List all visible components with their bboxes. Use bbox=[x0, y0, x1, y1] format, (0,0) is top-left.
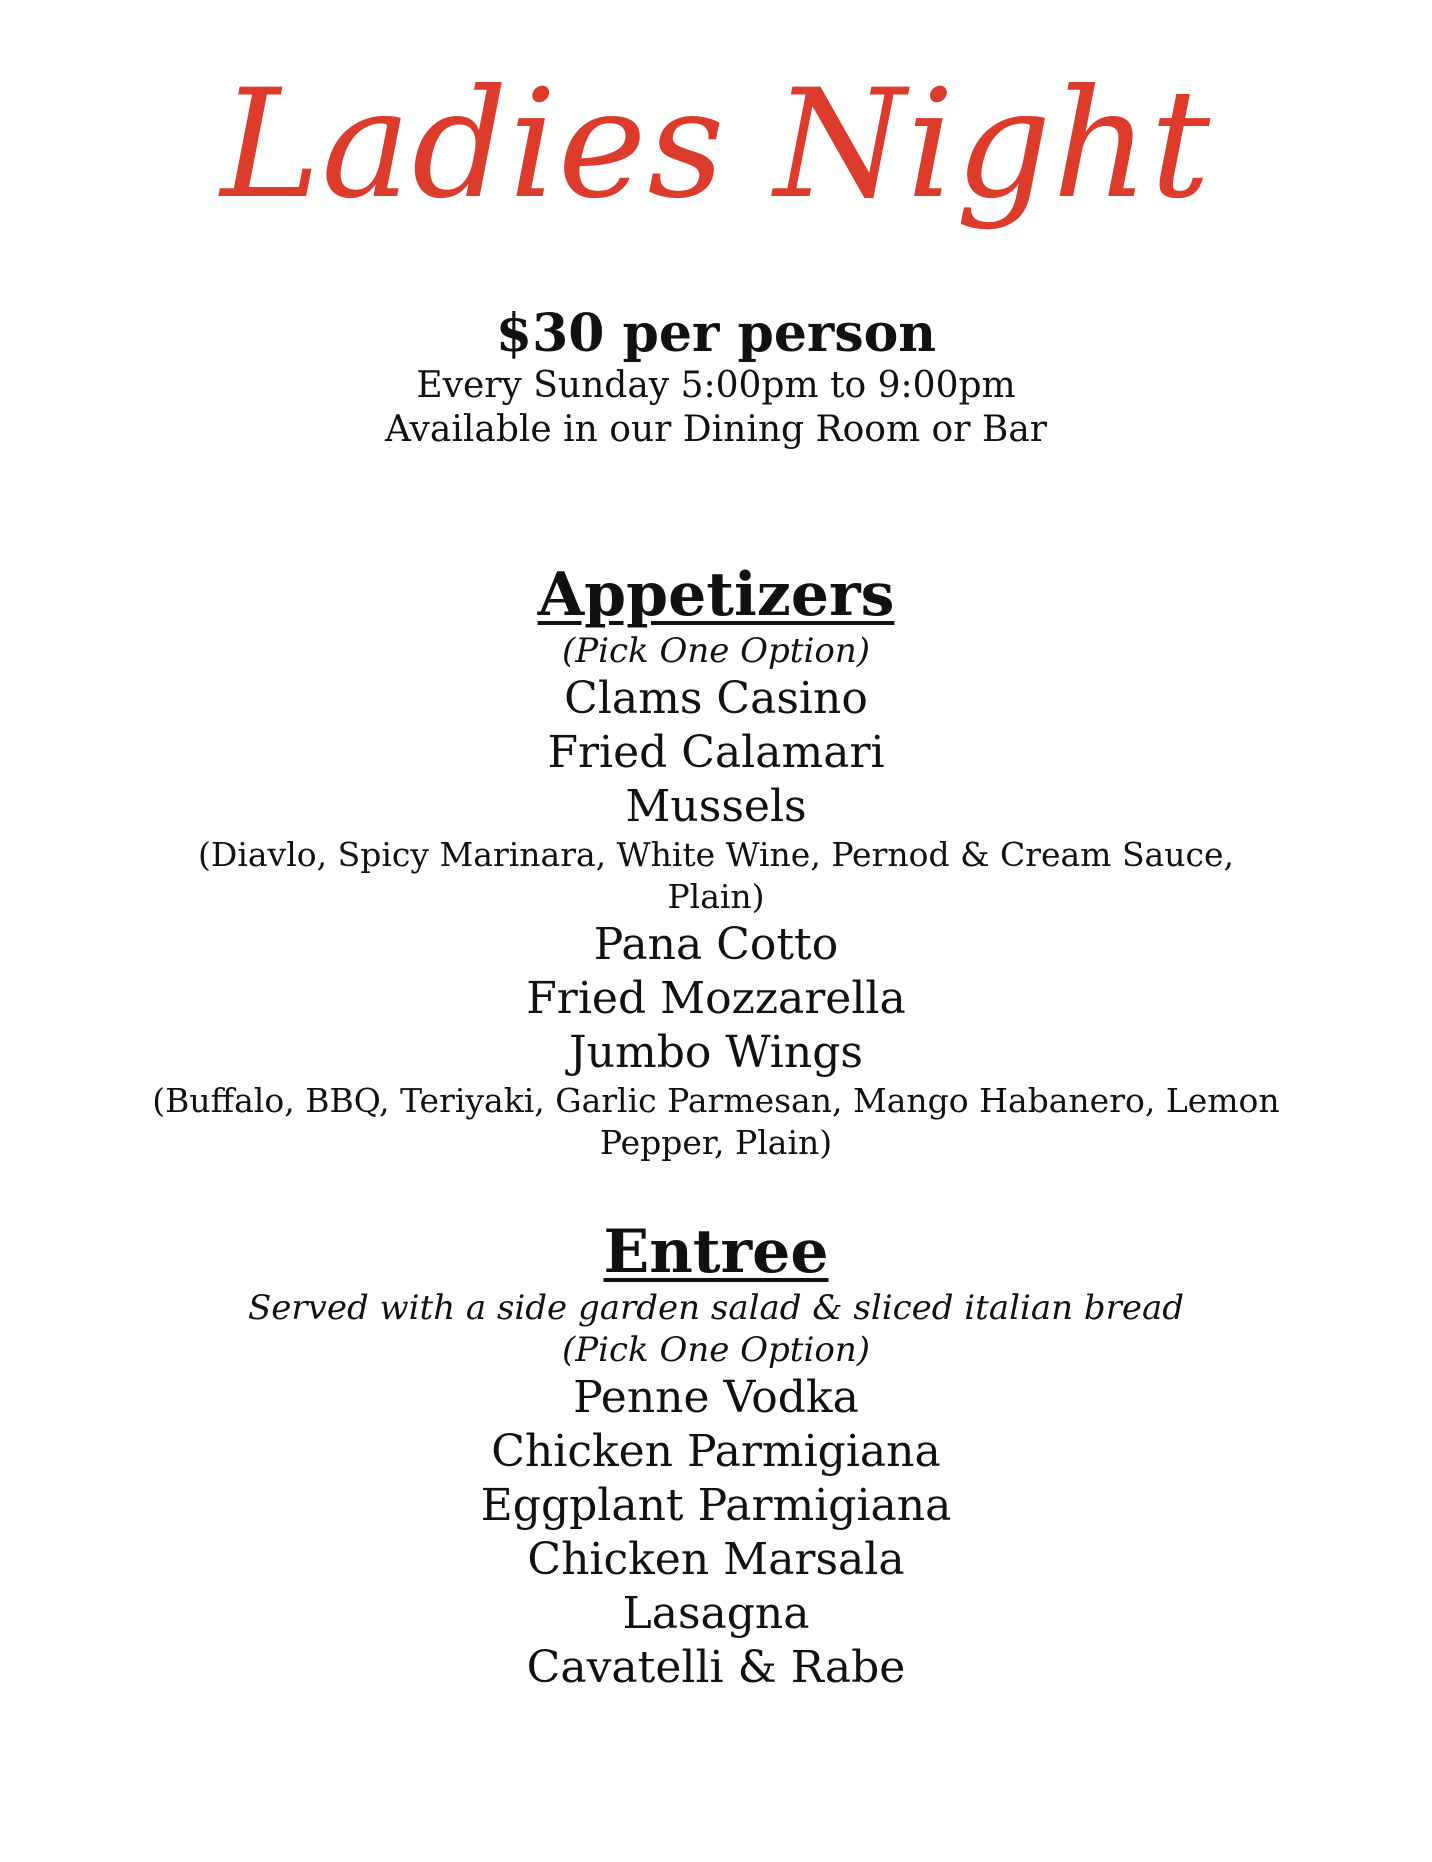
entree-heading: Entree bbox=[603, 1217, 829, 1287]
entree-item: Chicken Parmigiana bbox=[491, 1426, 941, 1477]
entree-section bbox=[0, 1217, 1432, 1695]
entree-item: Penne Vodka bbox=[573, 1372, 859, 1423]
entree-pick-note: (Pick One Option) bbox=[562, 1330, 870, 1370]
entree-item: Cavatelli & Rabe bbox=[526, 1642, 906, 1693]
entree-item: Lasagna bbox=[622, 1588, 810, 1639]
entree-served-with: Served with a side garden salad & sliced italian bread bbox=[247, 1288, 1185, 1328]
appetizers-section bbox=[0, 560, 1432, 1164]
entree-item: Chicken Marsala bbox=[527, 1534, 905, 1585]
appetizers-heading: Appetizers bbox=[537, 560, 895, 630]
appetizer-item: Jumbo Wings bbox=[569, 1027, 863, 1078]
location-text: Available in our Dining Room or Bar bbox=[384, 409, 1048, 450]
page-title: Ladies Night bbox=[220, 58, 1212, 232]
entree-item: Eggplant Parmigiana bbox=[480, 1480, 952, 1531]
entree-list bbox=[0, 1371, 1432, 1695]
appetizer-options-note: (Buffalo, BBQ, Teriyaki, Garlic Parmesan, Mango Habanero, Lemon Pepper, Plain) bbox=[152, 1081, 1280, 1162]
price-heading: $30 per person bbox=[495, 303, 937, 364]
appetizers-list bbox=[0, 672, 1432, 1164]
appetizer-options-note: (Diavlo, Spicy Marinara, White Wine, Pernod & Cream Sauce, Plain) bbox=[198, 835, 1234, 916]
appetizer-item: Mussels bbox=[625, 781, 807, 832]
appetizer-item: Fried Calamari bbox=[547, 727, 885, 778]
appetizer-item: Clams Casino bbox=[564, 673, 868, 724]
appetizer-item: Pana Cotto bbox=[593, 919, 839, 970]
schedule-text: Every Sunday 5:00pm to 9:00pm bbox=[416, 365, 1016, 406]
appetizers-pick-note: (Pick One Option) bbox=[562, 631, 870, 671]
appetizer-item: Fried Mozzarella bbox=[526, 973, 906, 1024]
